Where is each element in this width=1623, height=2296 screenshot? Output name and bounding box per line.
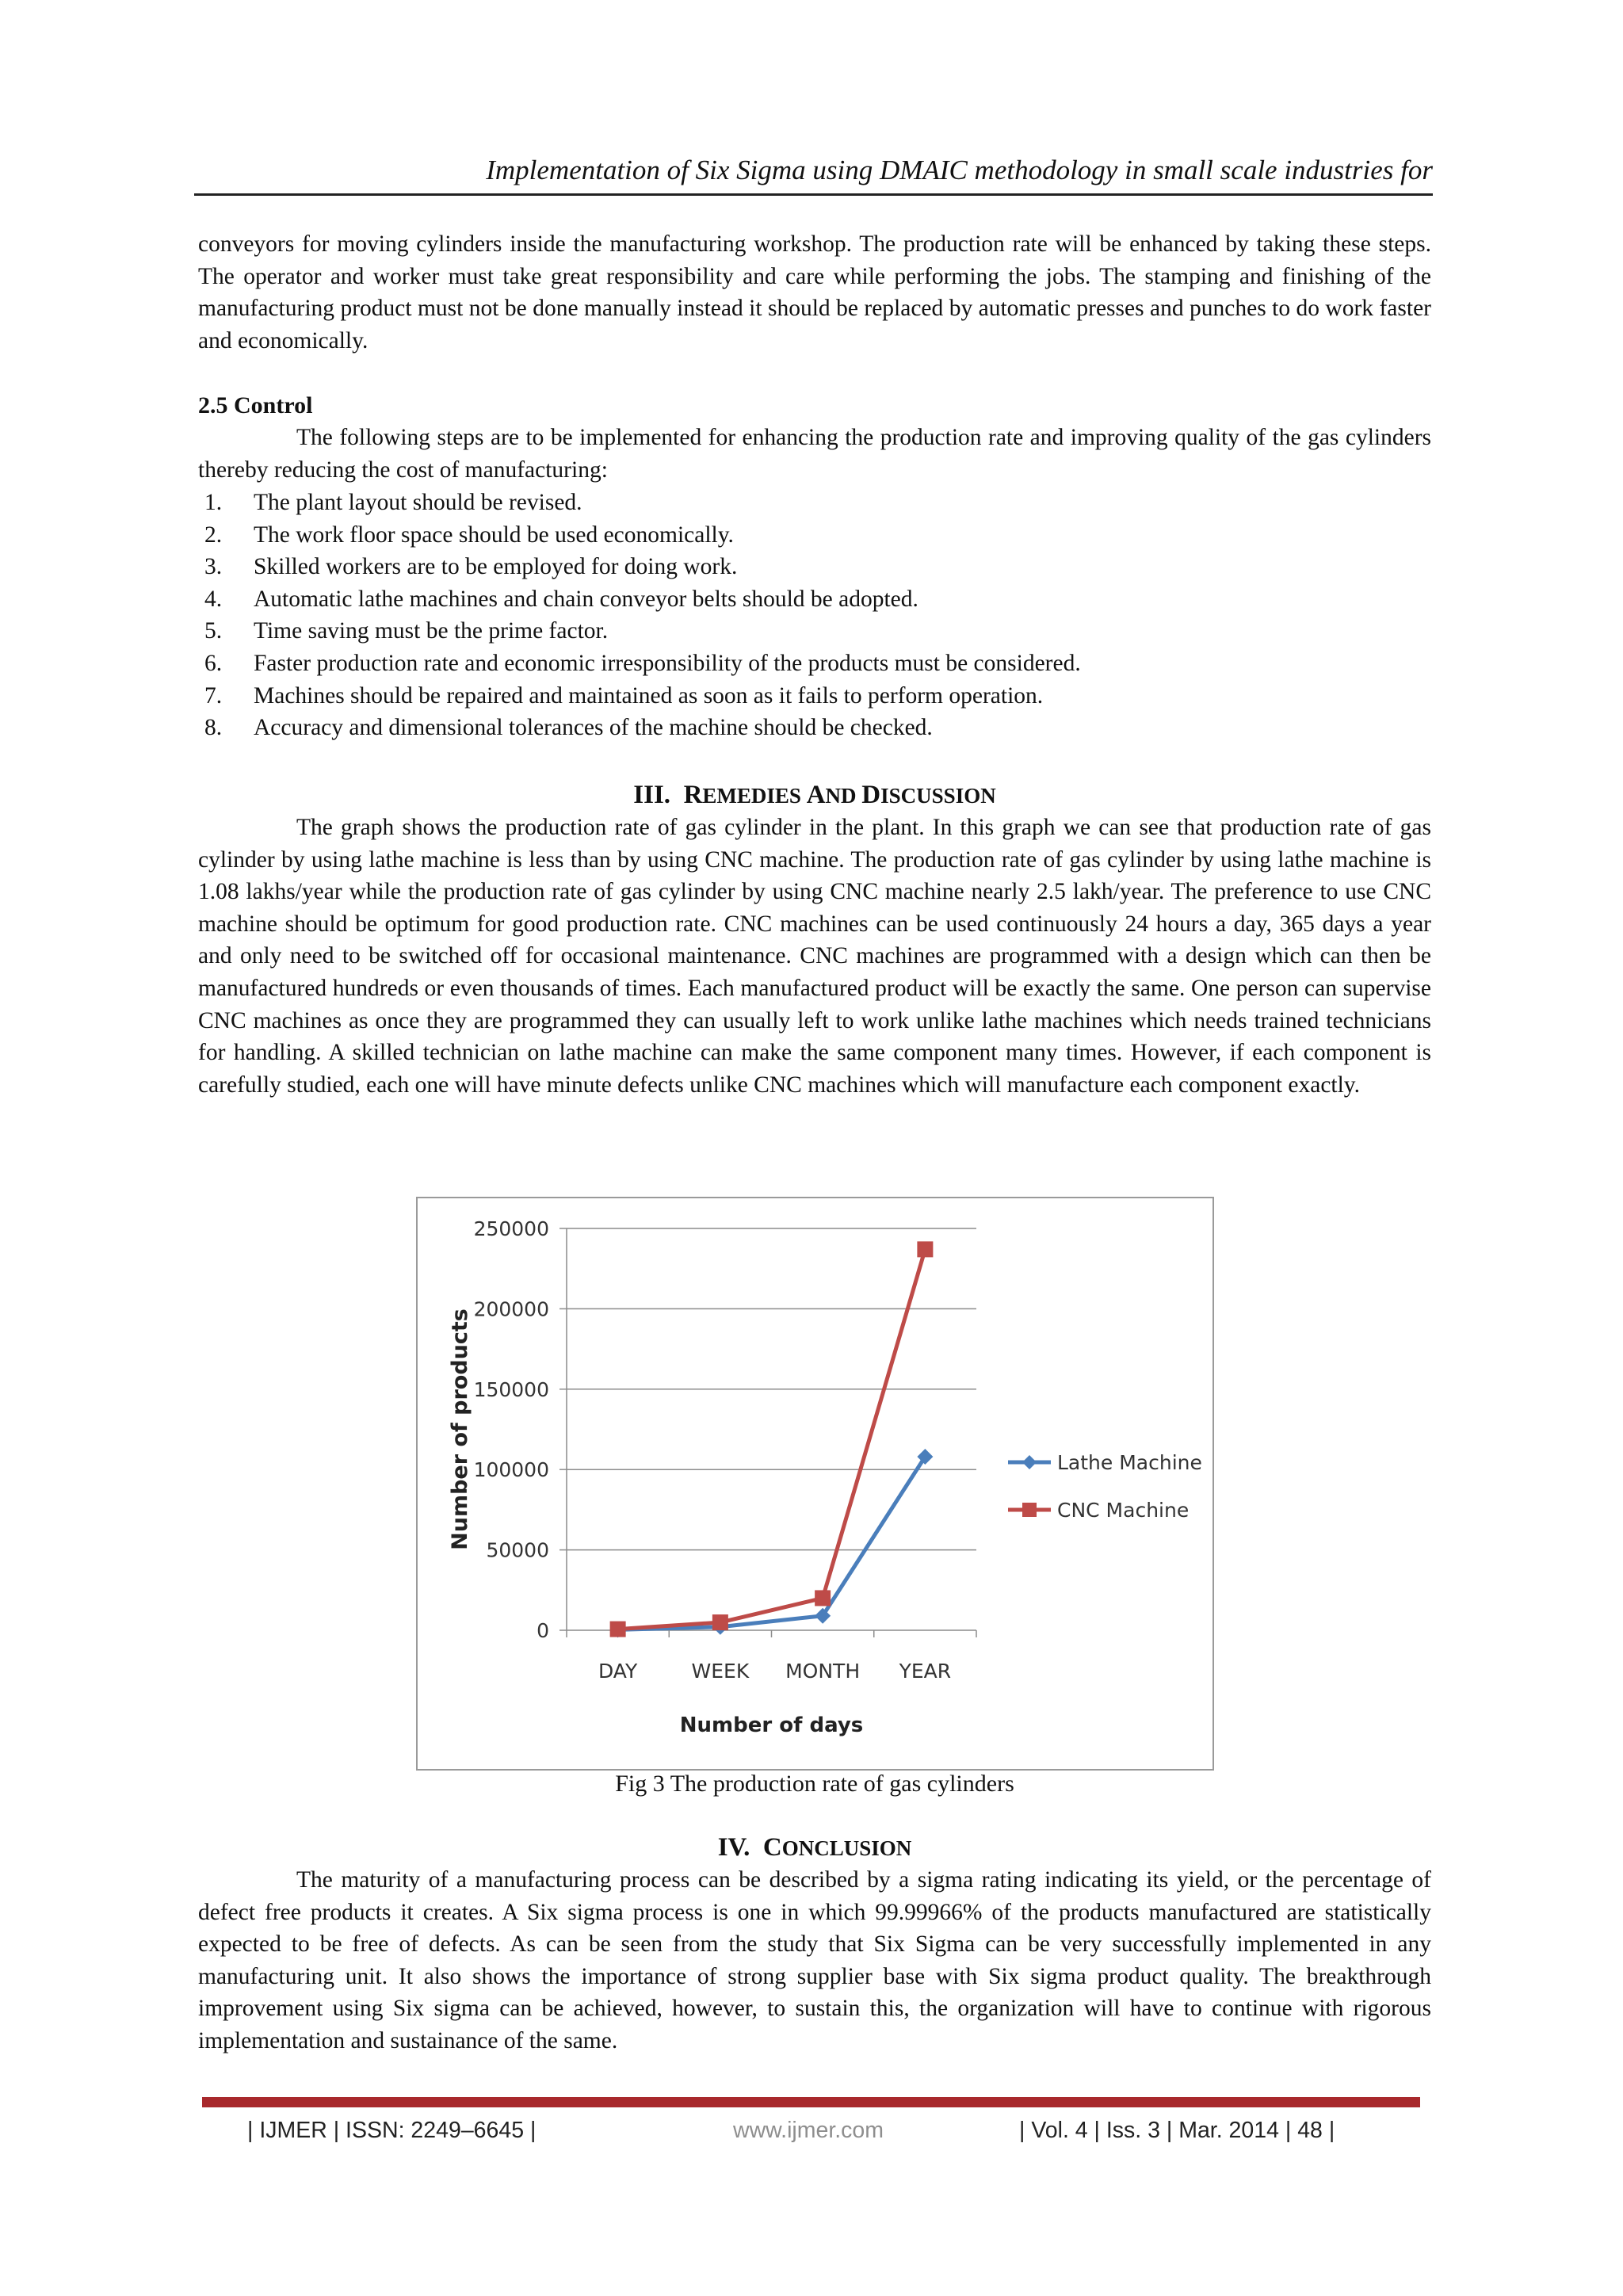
list-item-text: Faster production rate and economic irresponsibility of the products must be considered. [254,650,1081,676]
x-tick-label: DAY [598,1660,638,1683]
series-line-cnc [618,1249,926,1629]
list-item-text: Automatic lathe machines and chain conveyor belts should be adopted. [254,586,918,612]
list-item-text: Skilled workers are to be employed for doing work. [254,554,738,580]
control-lead [198,422,1431,486]
x-tick-label: MONTH [785,1660,861,1683]
section-title-rest: ONCLUSION [781,1836,912,1860]
section-title-rest: ND [825,784,862,808]
legend-marker [1022,1455,1037,1469]
x-tick-label: WEEK [691,1660,750,1683]
footer-journal-info: | IJMER | ISSN: 2249–6645 | [247,2118,537,2143]
section-title-letter: D [861,781,881,809]
control-lead-text: The following steps are to be implemented for enhancing the production rate and improving quality of the gas cylinders thereby reducing the cost of manufacturing: [198,425,1431,483]
data-point [917,1241,933,1257]
list-item-number: 5. [204,618,223,644]
control-heading: 2.5 Control [198,392,313,418]
list-item-number: 3. [204,554,223,580]
intro-paragraph-text: conveyors for moving cylinders inside the manufacturing workshop. The production rate will be enhanced by taking these steps. The operator and worker must take great responsibility and care while performing the jobs. The stamping and finishing of the manufacturing product must not be done manually instead it should be replaced by automatic presses and punches to do work faster and economically. [198,231,1431,353]
list-item [198,712,1431,744]
control-steps-list [198,487,1431,744]
section-title-letter: R [683,781,703,809]
list-item-text: Accuracy and dimensional tolerances of the machine should be checked. [254,715,933,741]
list-item-number: 7. [204,682,223,709]
list-item-text: Time saving must be the prime factor. [254,618,609,644]
list-item-number: 2. [204,521,223,548]
footer-bar [202,2097,1420,2107]
list-item-text: Machines should be repaired and maintained as soon as it fails to perform operation. [254,682,1044,709]
x-axis-title: Number of days [679,1713,864,1737]
list-item [198,551,1431,583]
conclusion-paragraph [198,1864,1431,2057]
section-numeral: IV. [717,1833,750,1862]
section-title-rest: EMEDIES [702,784,807,808]
y-tick-label: 50000 [486,1538,549,1562]
intro-paragraph [198,228,1431,357]
chart-canvas [418,1198,1212,1769]
figure-caption: Fig 3 The production rate of gas cylinders [615,1771,1014,1797]
y-tick-label: 150000 [473,1377,549,1401]
list-item [198,519,1431,552]
y-axis-title: Number of products [448,1308,472,1550]
data-point [712,1614,728,1630]
list-item [198,487,1431,519]
list-item [198,648,1431,680]
section-numeral: III. [633,781,671,809]
remedies-paragraph-text: The graph shows the production rate of gas cylinder in the plant. In this graph we can see that production rate of gas cylinder by using lathe machine is less than by using CNC machine. The production rate of gas cylinder by using lathe machine is 1.08 lakhs/year while the production rate of gas cylinder by using CNC machine nearly 2.5 lakh/year. The preference to use CNC machine should be optimum for good production rate. CNC machines can be used continuously 24 hours a day, 365 days a year and only need to be switched off for occasional maintenance. CNC machines are programmed with a design which can then be manufactured hundreds or even thousands of times. Each manufactured product will be exactly the same. One person can supervise CNC machines as once they are programmed they can usually left to work unlike lathe machines which needs trained technicians for handling. A skilled technician on lathe machine can make the same component many times. However, if each component is carefully studied, each one will have minute defects unlike CNC machines which will manufacture each component exactly. [198,815,1431,1098]
list-item [198,615,1431,648]
conclusion-paragraph-text: The maturity of a manufacturing process can be described by a sigma rating indicating its yield, or the percentage of defect free products it creates. A Six sigma process is one in which 99.99966% of the products manufactured are statistically expected to be free of defects. As can be seen from the study that Six Sigma can be very successfully implemented in any manufacturing unit. It also shows the importance of strong supplier base with Six sigma product quality. The breakthrough improvement using Six sigma can be achieved, however, to sustain this, the organization will have to continue with rigorous implementation and sustainance of the same. [198,1867,1431,2053]
section-heading-remedies [198,778,1431,812]
legend-label: CNC Machine [1057,1499,1190,1522]
list-item [198,583,1431,616]
legend-label: Lathe Machine [1057,1451,1202,1474]
data-point [815,1590,831,1606]
y-tick-label: 250000 [473,1217,549,1240]
legend-marker [1022,1503,1037,1517]
list-item [198,680,1431,712]
list-item-number: 1. [204,490,223,515]
remedies-paragraph [198,812,1431,1101]
y-tick-label: 200000 [473,1297,549,1321]
footer-website-link[interactable]: www.ijmer.com [733,2118,884,2143]
data-point [610,1622,626,1637]
list-item-number: 6. [204,650,223,676]
x-tick-label: YEAR [899,1660,952,1683]
section-title-letter: A [806,781,826,809]
production-rate-chart [416,1197,1214,1771]
footer-volume-info: | Vol. 4 | Iss. 3 | Mar. 2014 | 48 | [1019,2118,1335,2143]
list-item-number: 8. [204,715,223,741]
running-header: Implementation of Six Sigma using DMAIC methodology in small scale industries for [486,155,1433,185]
list-item-text: The plant layout should be revised. [254,490,582,515]
y-tick-label: 0 [537,1619,549,1642]
section-heading-conclusion [198,1831,1431,1865]
series-line-lathe [618,1457,926,1629]
header-rule [194,193,1433,196]
y-tick-label: 100000 [473,1458,549,1482]
section-title-rest: ISCUSSION [880,784,996,808]
section-title-letter: C [762,1833,782,1862]
list-item-number: 4. [204,586,223,612]
list-item-text: The work floor space should be used economically. [254,521,734,548]
